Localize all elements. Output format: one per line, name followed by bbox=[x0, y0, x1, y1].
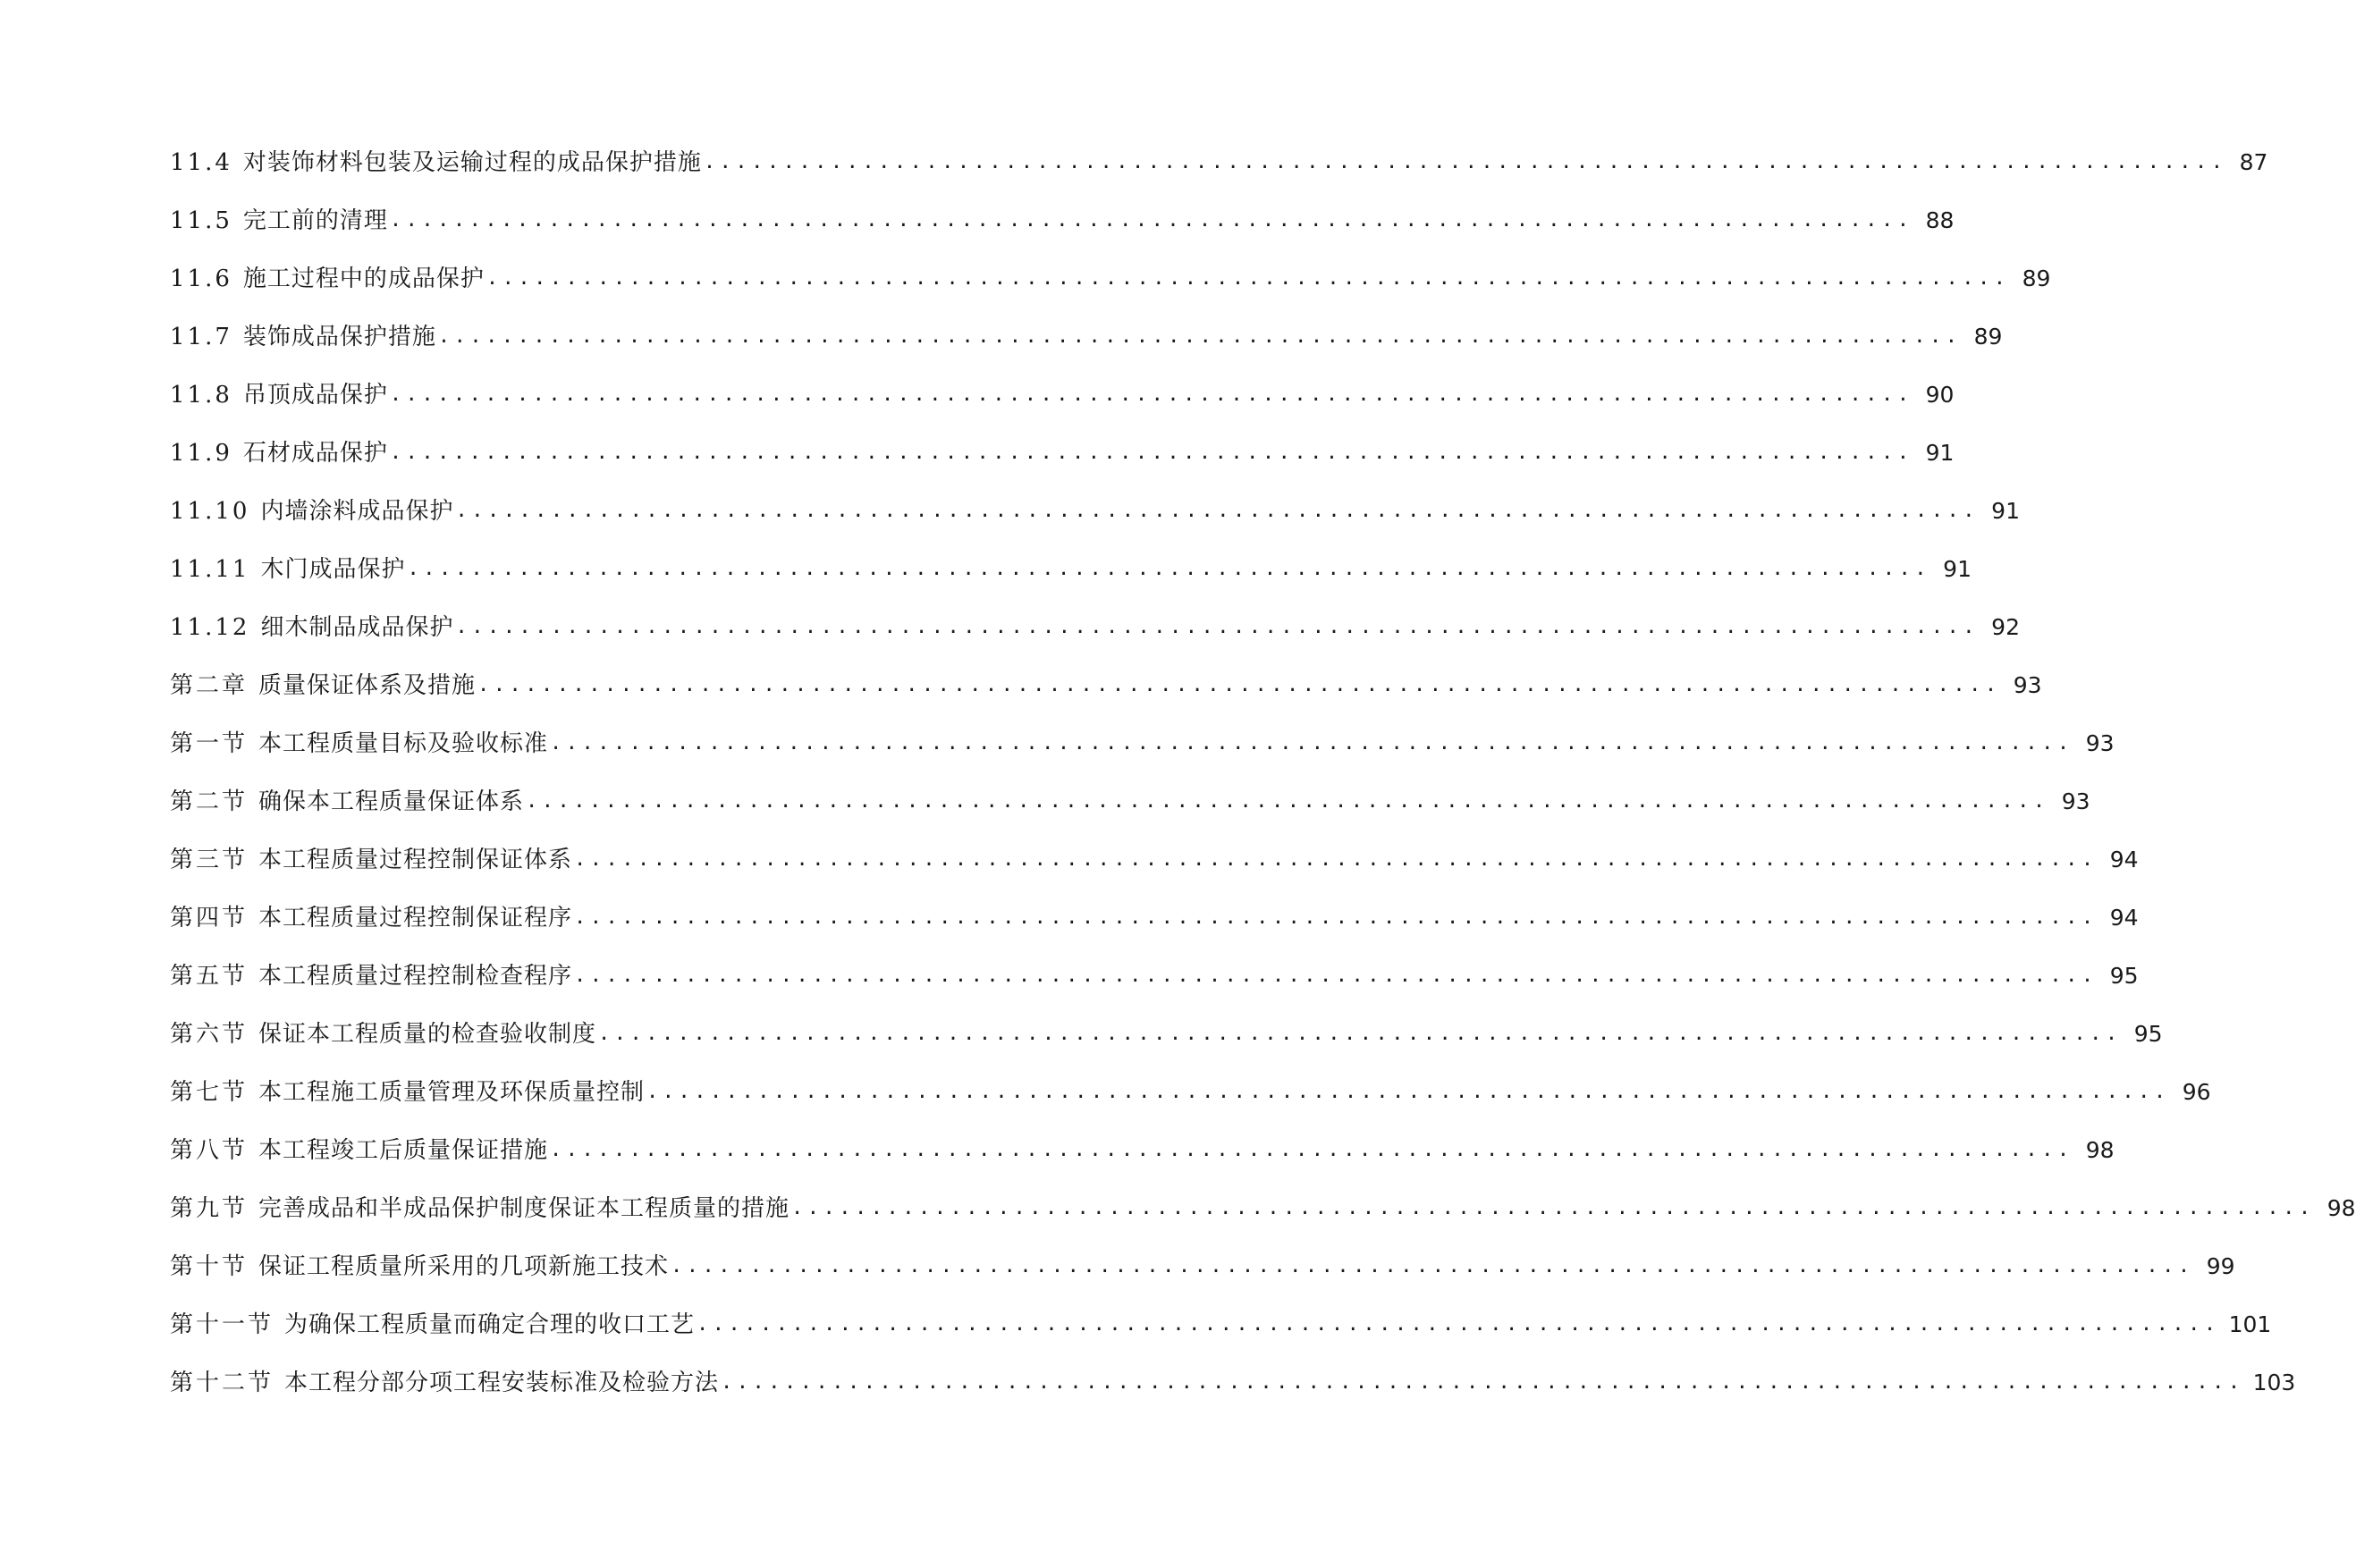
toc-chapter-entry[interactable] bbox=[170, 668, 2042, 704]
toc-entry-number: 11.11 bbox=[170, 556, 250, 583]
toc-leader-dots: ................................................................................................ bbox=[598, 1023, 2122, 1045]
toc-leader-dots: ................................................................................................ bbox=[477, 674, 2001, 696]
toc-entry-title: 保证工程质量所采用的几项新施工技术 bbox=[258, 1253, 670, 1280]
toc-entry-number: 第六节 bbox=[170, 1021, 249, 1048]
toc-entry-number: 11.10 bbox=[170, 498, 250, 525]
toc-entry-title: 质量保证体系及措施 bbox=[258, 672, 477, 699]
toc-entry-number: 11.8 bbox=[170, 382, 232, 409]
toc-leader-dots: ................................................................................................ bbox=[389, 209, 1913, 232]
toc-entry-page: 98 bbox=[2326, 1195, 2356, 1221]
toc-entry-title: 完善成品和半成品保护制度保证本工程质量的措施 bbox=[258, 1195, 790, 1222]
toc-leader-dots: ................................................................................................ bbox=[389, 384, 1913, 406]
toc-entry[interactable] bbox=[170, 1133, 2115, 1168]
toc-entry-number: 第四节 bbox=[170, 905, 249, 932]
toc-entry-page: 95 bbox=[2109, 963, 2139, 989]
toc-entry[interactable] bbox=[170, 145, 2268, 181]
toc-entry-page: 101 bbox=[2228, 1311, 2272, 1337]
toc-leader-dots: ................................................................................................ bbox=[703, 151, 2227, 173]
toc-entry-number: 第三节 bbox=[170, 847, 249, 873]
toc-entry-title: 施工过程中的成品保护 bbox=[242, 266, 485, 292]
toc-entry-title: 对装饰材料包装及运输过程的成品保护措施 bbox=[242, 149, 702, 176]
toc-entry-title: 保证本工程质量的检查验收制度 bbox=[258, 1021, 597, 1048]
toc-entry-number: 11.5 bbox=[170, 207, 232, 234]
toc-entry-page: 93 bbox=[2013, 672, 2042, 698]
toc-leader-dots: ................................................................................................ bbox=[455, 500, 1979, 522]
toc-entry-page: 95 bbox=[2133, 1021, 2163, 1047]
toc-entry[interactable] bbox=[170, 552, 1972, 587]
toc-leader-dots: ................................................................................................ bbox=[526, 790, 2049, 813]
toc-entry-number: 第七节 bbox=[170, 1079, 249, 1106]
toc-leader-dots: ................................................................................................ bbox=[486, 267, 2010, 290]
toc-entry-number: 第九节 bbox=[170, 1195, 249, 1222]
toc-entry-page: 91 bbox=[1991, 498, 2020, 524]
toc-entry-page: 89 bbox=[2022, 266, 2051, 291]
toc-entry[interactable] bbox=[170, 319, 2003, 355]
toc-entry-number: 11.12 bbox=[170, 614, 250, 641]
toc-leader-dots: ................................................................................................ bbox=[550, 732, 2073, 754]
toc-entry-number: 第二章 bbox=[170, 672, 249, 699]
toc-leader-dots: ................................................................................................ bbox=[550, 1139, 2073, 1161]
toc-entry[interactable] bbox=[170, 377, 1955, 413]
toc-entry[interactable] bbox=[170, 610, 2020, 645]
toc-entry-number: 11.4 bbox=[170, 149, 232, 176]
toc-entry-page: 96 bbox=[2182, 1079, 2211, 1105]
toc-entry-title: 确保本工程质量保证体系 bbox=[258, 788, 525, 815]
toc-entry[interactable] bbox=[170, 203, 1955, 239]
toc-entry-number: 11.7 bbox=[170, 324, 232, 350]
toc-leader-dots: ................................................................................................ bbox=[574, 848, 2098, 871]
toc-entry-title: 木门成品保护 bbox=[260, 556, 406, 583]
toc-entry[interactable] bbox=[170, 261, 2051, 297]
toc-entry-page: 92 bbox=[1991, 614, 2020, 640]
toc-entry-page: 103 bbox=[2252, 1370, 2296, 1395]
toc-entry-number: 11.9 bbox=[170, 440, 232, 467]
toc-entry-page: 94 bbox=[2109, 905, 2139, 931]
toc-entry-number: 11.6 bbox=[170, 266, 232, 292]
toc-entry-title: 吊顶成品保护 bbox=[242, 382, 388, 409]
toc-entry-page: 98 bbox=[2085, 1137, 2115, 1163]
toc-entry-title: 本工程质量目标及验收标准 bbox=[258, 730, 549, 757]
toc-leader-dots: ................................................................................................ bbox=[389, 442, 1913, 464]
toc-leader-dots: ................................................................................................ bbox=[697, 1313, 2220, 1336]
toc-leader-dots: ................................................................................................ bbox=[671, 1255, 2194, 1277]
toc-entry-number: 第十二节 bbox=[170, 1370, 274, 1396]
toc-entry-page: 89 bbox=[1973, 324, 2003, 350]
toc-leader-dots: ................................................................................................ bbox=[574, 906, 2098, 929]
toc-entry-title: 本工程竣工后质量保证措施 bbox=[258, 1137, 549, 1164]
toc-leader-dots: ................................................................................................ bbox=[437, 325, 1962, 348]
toc-entry-title: 本工程质量过程控制保证体系 bbox=[258, 847, 573, 873]
toc-entry[interactable] bbox=[170, 842, 2139, 878]
toc-leader-dots: ................................................................................................ bbox=[407, 558, 1930, 580]
toc-entry-title: 内墙涂料成品保护 bbox=[260, 498, 454, 525]
toc-entry-page: 94 bbox=[2109, 847, 2139, 873]
toc-leader-dots: ................................................................................................ bbox=[574, 965, 2098, 987]
toc-entry-number: 第八节 bbox=[170, 1137, 249, 1164]
toc-leader-dots: ................................................................................................ bbox=[455, 616, 1979, 638]
toc-entry-number: 第五节 bbox=[170, 963, 249, 990]
toc-leader-dots: ................................................................................................ bbox=[721, 1371, 2244, 1394]
toc-entry-page: 90 bbox=[1925, 382, 1955, 408]
toc-entry[interactable] bbox=[170, 784, 2090, 820]
toc-entry-number: 第二节 bbox=[170, 788, 249, 815]
toc-entry-title: 本工程分部分项工程安装标准及检验方法 bbox=[284, 1370, 720, 1396]
toc-entry[interactable] bbox=[170, 1191, 2356, 1227]
toc-entry[interactable] bbox=[170, 1249, 2235, 1285]
toc-entry-page: 91 bbox=[1943, 556, 1972, 582]
toc-entry-title: 石材成品保护 bbox=[242, 440, 388, 467]
toc-entry[interactable] bbox=[170, 726, 2115, 762]
toc-entry-title: 本工程质量过程控制检查程序 bbox=[258, 963, 573, 990]
toc-entry-page: 93 bbox=[2085, 730, 2115, 756]
toc-entry-page: 88 bbox=[1925, 207, 1955, 233]
toc-entry[interactable] bbox=[170, 900, 2139, 936]
toc-entry-title: 为确保工程质量而确定合理的收口工艺 bbox=[284, 1311, 696, 1338]
toc-entry[interactable] bbox=[170, 1016, 2163, 1052]
toc-entry-page: 99 bbox=[2206, 1253, 2235, 1279]
toc-entry-title: 本工程质量过程控制保证程序 bbox=[258, 905, 573, 932]
toc-entry-title: 装饰成品保护措施 bbox=[242, 324, 436, 350]
toc-entry-page: 87 bbox=[2239, 149, 2268, 175]
toc-entry-title: 细木制品成品保护 bbox=[260, 614, 454, 641]
toc-entry-title: 完工前的清理 bbox=[242, 207, 388, 234]
toc-entry[interactable] bbox=[170, 493, 2020, 529]
toc-entry-number: 第一节 bbox=[170, 730, 249, 757]
toc-entry-number: 第十一节 bbox=[170, 1311, 274, 1338]
toc-leader-dots: ................................................................................................ bbox=[791, 1197, 2315, 1219]
toc-entry[interactable] bbox=[170, 1307, 2272, 1343]
toc-entry[interactable] bbox=[170, 1075, 2211, 1110]
toc-entry[interactable] bbox=[170, 1365, 2296, 1401]
toc-entry-page: 91 bbox=[1925, 440, 1955, 466]
toc-entry-title: 本工程施工质量管理及环保质量控制 bbox=[258, 1079, 646, 1106]
toc-entry-number: 第十节 bbox=[170, 1253, 249, 1280]
toc-leader-dots: ................................................................................................ bbox=[646, 1081, 2170, 1103]
toc-entry[interactable] bbox=[170, 958, 2139, 994]
toc-entry-page: 93 bbox=[2061, 788, 2090, 814]
toc-entry[interactable] bbox=[170, 435, 1955, 471]
